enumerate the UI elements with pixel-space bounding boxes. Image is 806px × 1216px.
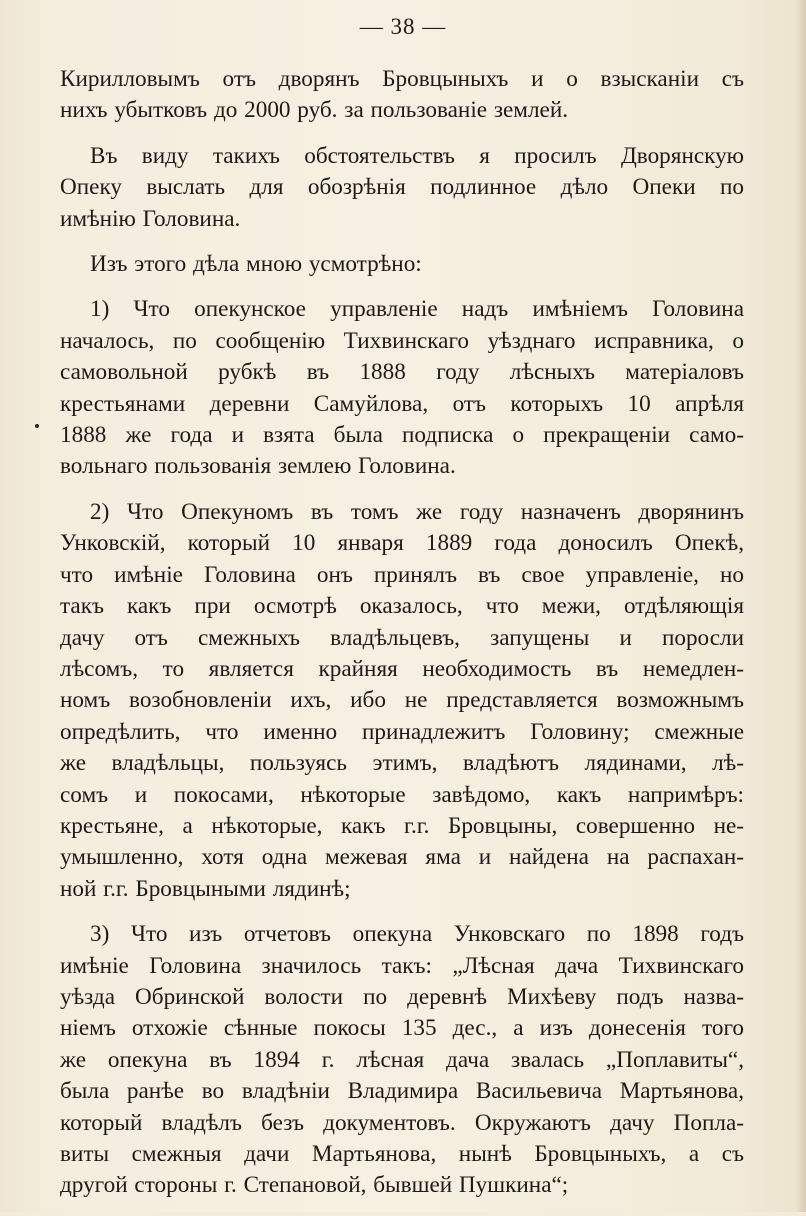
text-line: уѣзда Обринской волости по деревнѣ Михѣеву подъ назва- <box>60 983 744 1010</box>
text-line: Изъ этого дѣла мною усмотрѣно: <box>90 251 422 278</box>
text-line: самовольной рубкѣ въ 1888 году лѣсныхъ матеріаловъ <box>60 359 744 386</box>
text-line: который владѣлъ безъ документовъ. Окружаютъ дачу Попла- <box>60 1109 744 1136</box>
text-line: такъ какъ при осмотрѣ оказалось, что межи, отдѣляющія <box>60 593 744 620</box>
text-line: 1888 же года и взята была подписка о прекращеніи само- <box>60 422 744 449</box>
text-line: вольнаго пользованія землею Головина. <box>60 453 456 480</box>
text-line: умышленно, хотя одна межевая яма и найдена на распахан- <box>60 844 744 871</box>
text-line: Въ виду такихъ обстоятельствъ я просилъ Дворянскую <box>90 142 744 169</box>
text-line: же опекуна въ 1894 г. лѣсная дача звалась „Поплавиты“, <box>60 1046 744 1073</box>
text-line: Опеку выслать для обозрѣнія подлинное дѣло Опеки по <box>60 174 744 201</box>
paragraph-item-1 <box>60 294 744 482</box>
text-line: Унковскій, который 10 января 1889 года доносилъ Опекѣ, <box>60 530 744 557</box>
text-line: началось, по сообщенію Тихвинскаго уѣзднаго исправника, о <box>60 327 744 354</box>
margin-dot-mark <box>35 424 39 428</box>
text-line: нихъ убытковъ до 2000 руб. за пользованіе землей. <box>60 97 569 124</box>
text-line: крестьянами деревни Самуйлова, отъ которыхъ 10 апрѣля <box>60 390 744 417</box>
text-line: лѣсомъ, то является крайняя необходимость въ немедлен- <box>60 655 744 682</box>
paragraph-request <box>60 141 744 235</box>
page-edge-shadow <box>796 0 806 1212</box>
text-line: же владѣльцы, пользуясь этимъ, владѣютъ лядинами, лѣ- <box>60 750 744 777</box>
text-line: была ранѣе во владѣніи Владимира Васильевича Мартьянова, <box>60 1078 744 1105</box>
text-line: 1) Что опекунское управленіе надъ имѣніемъ Головина <box>90 296 744 323</box>
paragraph-findings-intro <box>60 249 744 280</box>
text-line: крестьяне, а нѣкоторые, какъ г.г. Бровцыны, совершенно не- <box>60 812 744 839</box>
paragraph-item-3 <box>60 919 744 1202</box>
paragraph-continuation <box>60 64 744 127</box>
paragraph-item-2 <box>60 497 744 905</box>
body-text <box>60 64 744 1216</box>
text-line: другой стороны г. Степановой, бывшей Пушкина“; <box>60 1172 569 1199</box>
page-number: — 38 — <box>359 14 447 39</box>
text-line: что имѣніе Головина онъ принялъ въ свое управленіе, но <box>60 561 744 588</box>
text-line: виты смежныя дачи Мартьянова, нынѣ Бровцыныхъ, а съ <box>60 1141 744 1167</box>
text-line: номъ возобновленіи ихъ, ибо не представляется возможнымъ <box>60 687 744 714</box>
text-line: 2) Что Опекуномъ въ томъ же году назначенъ дворянинъ <box>90 498 744 525</box>
text-line: ной г.г. Бровцыными лядинѣ; <box>60 875 351 902</box>
text-line: сомъ и покосами, нѣкоторые завѣдомо, какъ напримѣръ: <box>60 781 744 808</box>
text-line: имѣнію Головина. <box>60 205 241 232</box>
text-line: опредѣлить, что именно принадлежитъ Головину; смежные <box>60 718 744 745</box>
text-line: дачу отъ смежныхъ владѣльцевъ, запущены и поросли <box>60 624 744 651</box>
text-line: имѣніе Головина значилось такъ: „Лѣсная дача Тихвинскаго <box>60 952 744 979</box>
text-line: 3) Что изъ отчетовъ опекуна Унковскаго по 1898 годъ <box>90 921 744 948</box>
text-line: Кирилловымъ отъ дворянъ Бровцыныхъ и о взысканіи съ <box>60 66 744 92</box>
text-line: ніемъ отхожіе сѣнные покосы 135 дес., а изъ донесенія того <box>60 1015 744 1042</box>
